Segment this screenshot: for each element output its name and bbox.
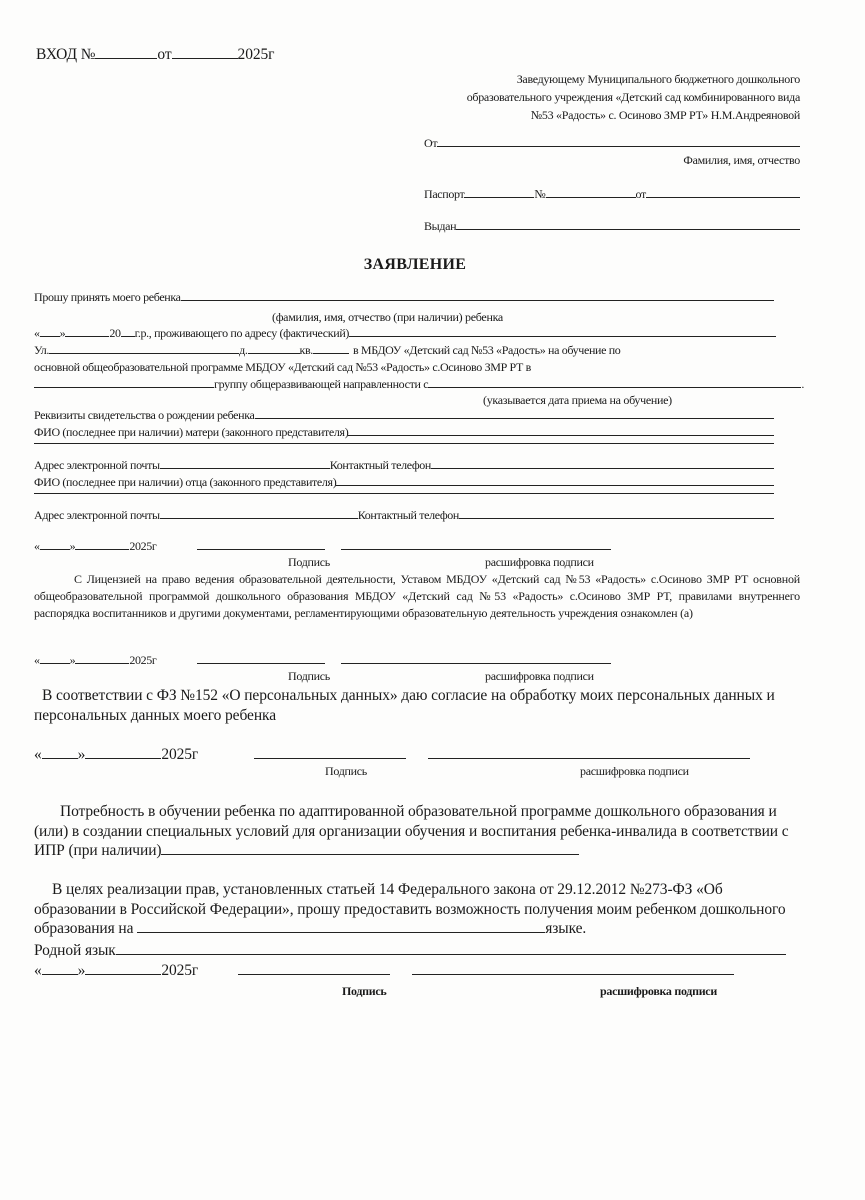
group-text: группу общеразвивающей направленности с <box>214 377 429 391</box>
fio-caption: Фамилия, имя, отчество <box>683 153 800 167</box>
signature-decode-field[interactable] <box>341 548 611 550</box>
father-email-field[interactable] <box>160 517 358 519</box>
native-language-row <box>34 942 786 960</box>
signature-decode-field[interactable] <box>428 757 750 759</box>
issued-field[interactable] <box>456 228 800 230</box>
quote-open: « <box>34 746 42 763</box>
father-phone-field[interactable] <box>459 517 774 519</box>
house-field[interactable] <box>248 352 300 354</box>
ask-label: Прошу принять моего ребенка <box>34 290 181 304</box>
signature-caption: Подпись <box>342 984 387 998</box>
language-tail: языке. <box>545 920 587 937</box>
applicant-name-field[interactable] <box>437 145 800 147</box>
street-tail: в МБДОУ «Детский сад №53 «Радость» на обучение по <box>352 343 621 357</box>
quote-close: » <box>69 539 76 553</box>
entry-date-field[interactable] <box>172 57 238 59</box>
signature-field[interactable] <box>238 973 390 975</box>
signature-row-4 <box>34 962 734 980</box>
adapted-text: Потребность в обучении ребенка по адаптированной образовательной программе дошкольного образования и (или) в создании специальных условий для организации обучения и воспитания ребенка-инвалида в соответствии с ИПР (при наличии) <box>34 803 789 859</box>
mother-phone-field[interactable] <box>431 467 774 469</box>
passport-row <box>424 187 800 202</box>
signature-field[interactable] <box>254 757 406 759</box>
sign-month-field[interactable] <box>75 662 129 664</box>
mother-name-field[interactable] <box>348 434 774 436</box>
date-caption: (указывается дата приема на обучение) <box>483 393 672 407</box>
sign-year: 2025г <box>161 962 199 979</box>
mother-label: ФИО (последнее при наличии) матери (законного представителя) <box>34 425 349 439</box>
mother-email-field[interactable] <box>160 467 330 469</box>
start-date-field[interactable] <box>428 386 801 388</box>
dob-text: г.р., проживающего по адресу (фактический) <box>134 326 350 340</box>
sign-year: 2025г <box>161 746 199 763</box>
sign-day-field[interactable] <box>40 662 70 664</box>
passport-number-label: № <box>534 187 546 201</box>
quote-open: « <box>34 653 40 667</box>
birth-cert-field[interactable] <box>255 417 775 419</box>
sign-month-field[interactable] <box>85 757 161 759</box>
flat-field[interactable] <box>313 352 349 354</box>
decode-caption: расшифровка подписи <box>485 555 594 569</box>
sign-year: 2025г <box>129 653 157 667</box>
license-paragraph: С Лицензией на право ведения образовательной деятельности, Уставом МБДОУ «Детский сад №53 «Радость» с.Осиново ЗМР РТ основной общеобразовательной программой дошкольного образования МБДОУ «Детский сад №53 «Радость» с.Осиново ЗМР РТ, правилами внутреннего распорядка воспитанников и другими документами, регламентирующими образовательную деятельность учреждения ознакомлен (а) <box>34 572 800 620</box>
addressee-block <box>467 70 800 124</box>
consent-paragraph: В соответствии с ФЗ №152 «О персональных данных» даю согласие на обработку моих персональных данных и персональных данных моего ребенка <box>34 687 775 724</box>
adapted-field[interactable] <box>161 853 579 855</box>
dob-row <box>34 326 776 341</box>
education-language-field[interactable] <box>137 931 545 933</box>
adapted-paragraph <box>34 802 804 861</box>
entry-number-field[interactable] <box>95 57 157 59</box>
sign-day-field[interactable] <box>42 973 78 975</box>
father-name-field-cont[interactable] <box>34 492 774 494</box>
father-label: ФИО (последнее при наличии) отца (законного представителя) <box>34 475 337 489</box>
entry-number-row <box>36 46 274 64</box>
from-label: От <box>424 136 438 150</box>
mother-name-field-cont[interactable] <box>34 442 774 444</box>
quote-close: » <box>59 326 66 340</box>
dob-day-field[interactable] <box>40 335 60 337</box>
program-line: основной общеобразовательной программе МБДОУ «Детский сад №53 «Радость» с.Осиново ЗМР РТ в <box>34 360 531 374</box>
passport-number-field[interactable] <box>546 196 636 198</box>
dob-year-field[interactable] <box>121 335 135 337</box>
addressee-line: №53 «Радость» с. Осиново ЗМР РТ» Н.М.Андреяновой <box>530 108 800 122</box>
group-row <box>34 377 804 392</box>
signature-row-2 <box>34 653 611 668</box>
signature-row-1 <box>34 539 611 554</box>
quote-open: « <box>34 962 42 979</box>
entry-year: 2025г <box>237 46 275 63</box>
house-label: д. <box>239 343 248 357</box>
signature-decode-field[interactable] <box>341 662 611 664</box>
street-row <box>34 343 620 358</box>
email-label: Адрес электронной почты <box>34 458 160 472</box>
sign-day-field[interactable] <box>42 757 78 759</box>
quote-open: « <box>34 326 40 340</box>
child-row <box>34 290 774 305</box>
quote-open: « <box>34 539 40 553</box>
page-title: ЗАЯВЛЕНИЕ <box>363 256 467 273</box>
father-row-2 <box>34 492 774 494</box>
language-paragraph <box>34 880 804 939</box>
child-name-field[interactable] <box>181 299 774 301</box>
child-caption: (фамилия, имя, отчество (при наличии) ребенка <box>272 310 503 324</box>
father-row <box>34 475 774 490</box>
flat-label: кв. <box>299 343 313 357</box>
quote-close: » <box>69 653 76 667</box>
email-label: Адрес электронной почты <box>34 508 160 522</box>
address-field[interactable] <box>349 335 776 337</box>
sign-year: 2025г <box>129 539 157 553</box>
phone-label: Контактный телефон <box>329 458 431 472</box>
native-language-field[interactable] <box>116 953 786 955</box>
decode-caption: расшифровка подписи <box>485 669 594 683</box>
language-text: В целях реализации прав, установленных статьей 14 Федерального закона от 29.12.2012 №273-ФЗ «Об образовании в Российской Федерации», прошу предоставить возможность получения моим ребенком дошкольного образования на <box>34 881 786 937</box>
sign-month-field[interactable] <box>75 548 129 550</box>
passport-series-field[interactable] <box>464 196 534 198</box>
mother-contact-row <box>34 458 774 473</box>
dob-century: 20 <box>109 326 121 340</box>
street-label: Ул. <box>34 343 50 357</box>
sign-day-field[interactable] <box>40 548 70 550</box>
issued-row <box>424 219 800 234</box>
issued-label: Выдан <box>424 219 457 233</box>
father-contact-row <box>34 508 774 523</box>
entry-label: ВХОД № <box>36 46 96 63</box>
signature-row-3 <box>34 746 750 764</box>
street-field[interactable] <box>49 352 239 354</box>
signature-decode-field[interactable] <box>412 973 734 975</box>
signature-caption: Подпись <box>325 764 367 778</box>
addressee-line: образовательного учреждения «Детский сад комбинированного вида <box>466 90 800 104</box>
mother-row-2 <box>34 442 774 444</box>
from-row <box>424 136 800 151</box>
quote-close: » <box>77 746 86 763</box>
sign-month-field[interactable] <box>85 973 161 975</box>
passport-date-field[interactable] <box>646 196 800 198</box>
quote-close: » <box>77 962 86 979</box>
dot: . <box>801 377 804 391</box>
passport-label: Паспорт <box>424 187 465 201</box>
signature-field[interactable] <box>197 548 325 550</box>
addressee-line: Заведующему Муниципального бюджетного дошкольного <box>516 72 800 86</box>
dob-month-field[interactable] <box>65 335 109 337</box>
passport-from-label: от <box>635 187 646 201</box>
native-language-label: Родной язык <box>34 942 116 959</box>
phone-label: Контактный телефон <box>357 508 459 522</box>
group-type-field[interactable] <box>34 386 214 388</box>
mother-row <box>34 425 774 440</box>
entry-from-label: от <box>157 46 172 63</box>
birth-cert-row <box>34 408 774 423</box>
father-name-field[interactable] <box>336 484 774 486</box>
birth-cert-label: Реквизиты свидетельства о рождении ребенка <box>34 408 255 422</box>
signature-caption: Подпись <box>288 555 330 569</box>
signature-field[interactable] <box>197 662 325 664</box>
decode-caption: расшифровка подписи <box>580 764 689 778</box>
signature-caption: Подпись <box>288 669 330 683</box>
decode-caption: расшифровка подписи <box>600 984 717 998</box>
